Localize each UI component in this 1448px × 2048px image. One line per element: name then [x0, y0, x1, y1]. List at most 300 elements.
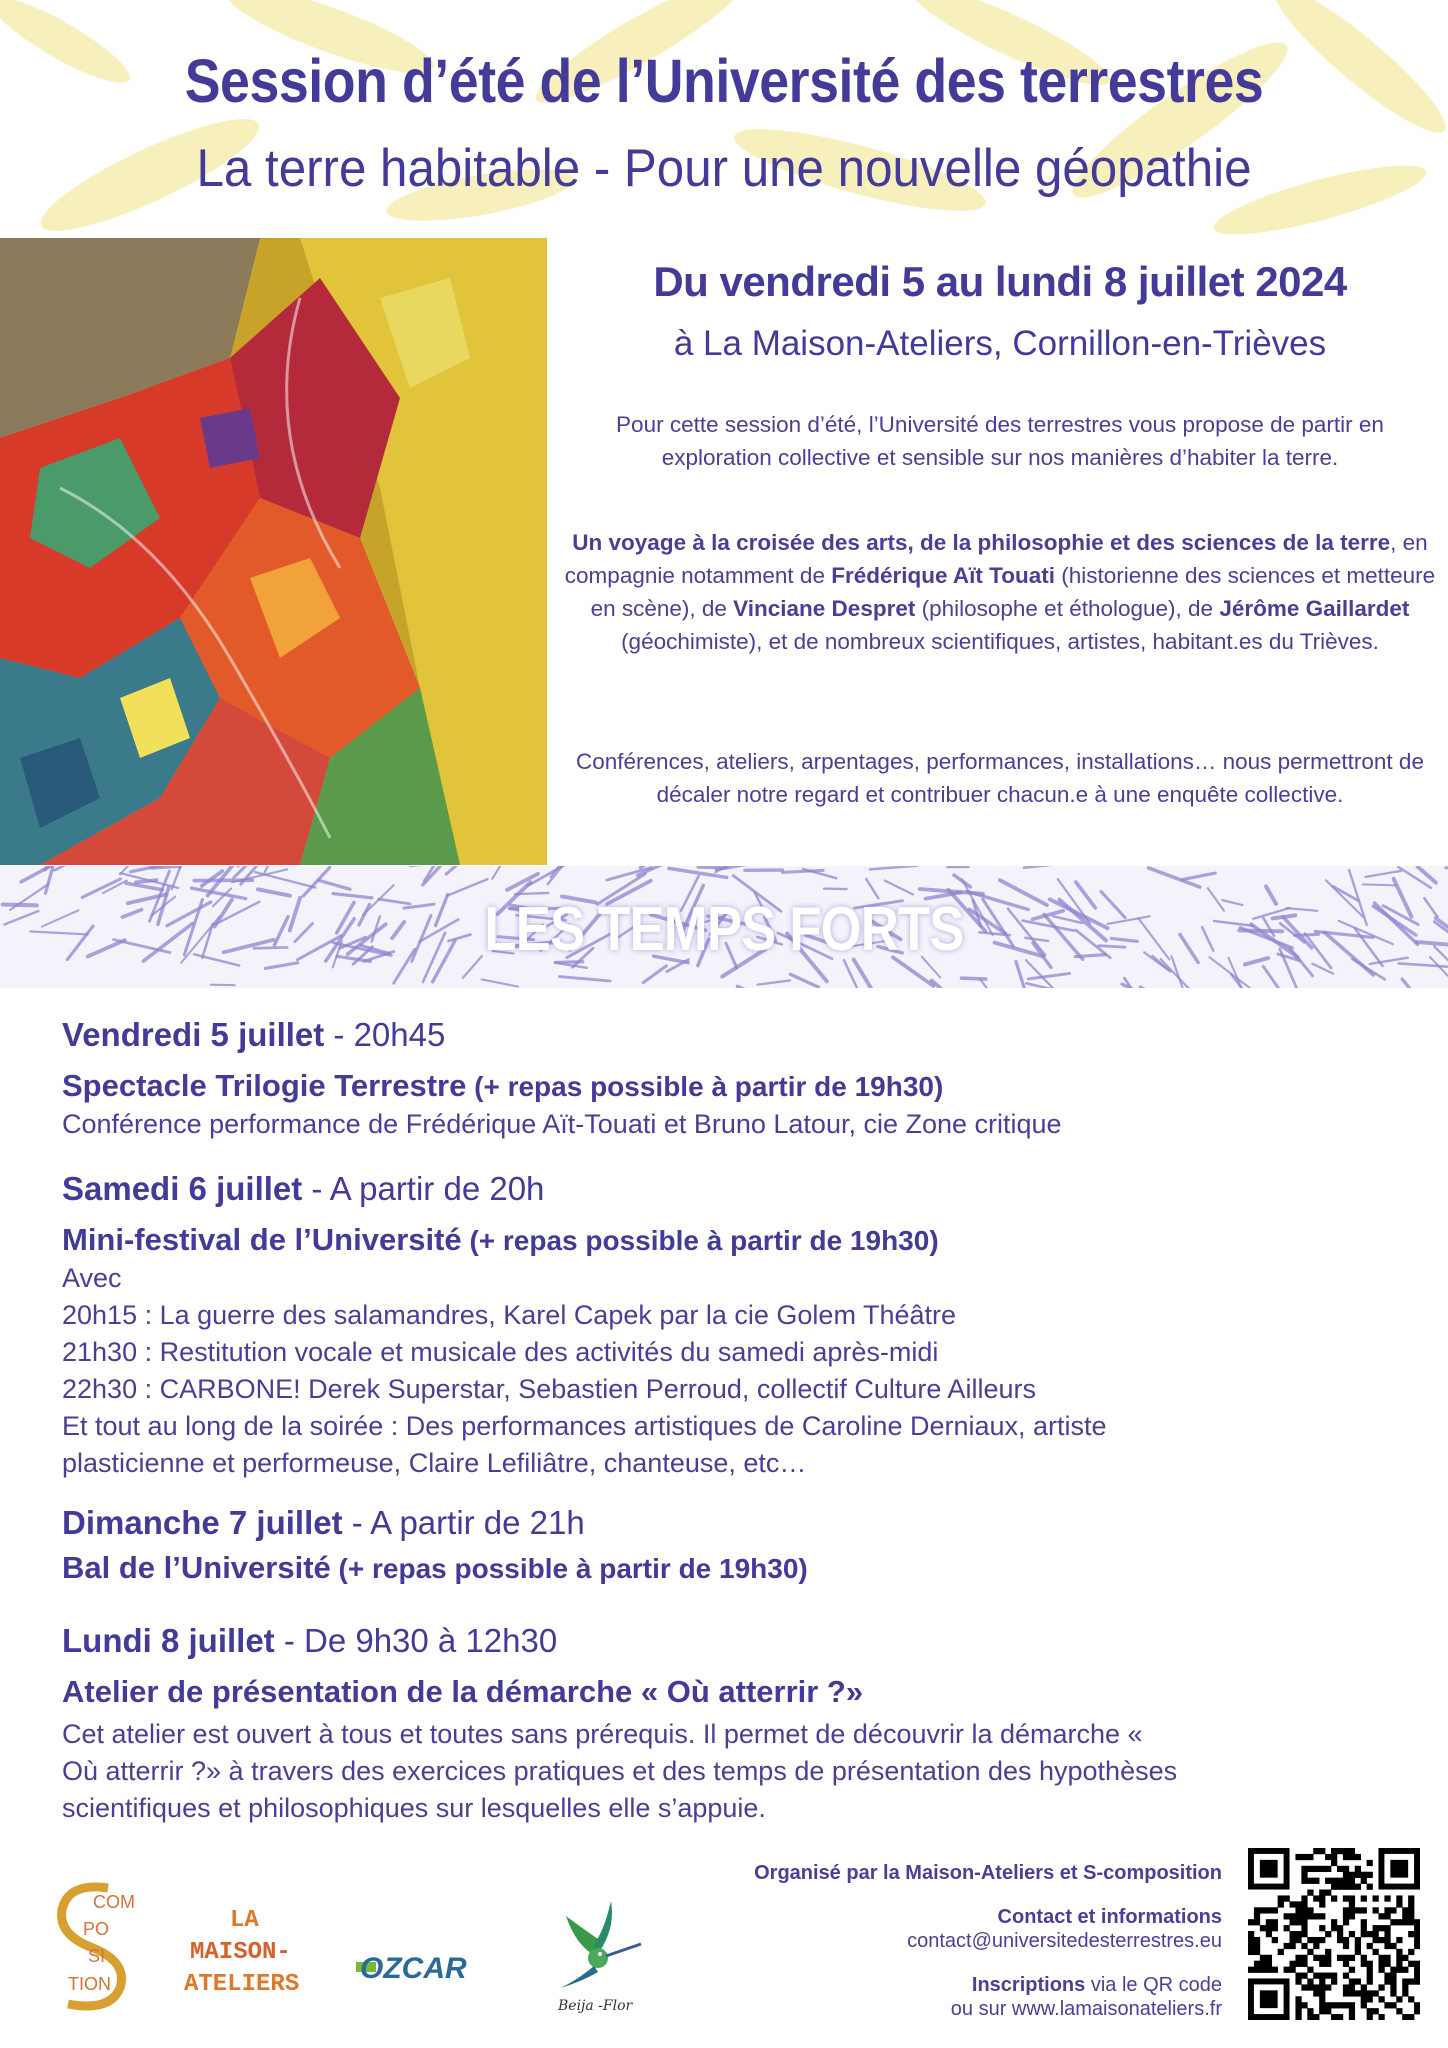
qr-module [1260, 1925, 1266, 1931]
qr-module [1295, 2002, 1301, 2008]
qr-module [1343, 1937, 1349, 1943]
qr-module [1290, 1967, 1296, 1973]
qr-module [1254, 1967, 1260, 1973]
qr-module [1361, 1996, 1367, 2002]
qr-module [1337, 1955, 1343, 1961]
qr-module [1313, 1990, 1319, 1996]
qr-module [1266, 1907, 1272, 1913]
qr-module [1343, 1984, 1349, 1990]
brush-stroke [1424, 898, 1437, 916]
qr-module [1284, 1967, 1290, 1973]
painting-image [0, 238, 547, 865]
qr-module [1367, 1884, 1373, 1890]
event-day: Dimanche 7 juillet [62, 1504, 343, 1541]
qr-module [1313, 1848, 1319, 1854]
qr-module [1325, 1955, 1331, 1961]
qr-module [1349, 1931, 1355, 1937]
qr-module [1361, 1925, 1367, 1931]
qr-module [1343, 1866, 1349, 1872]
qr-module [1307, 1866, 1313, 1872]
qr-module [1266, 1931, 1272, 1937]
qr-module [1266, 1967, 1272, 1973]
brush-stroke [961, 978, 985, 979]
event-name: Atelier de présentation de la démarche « Où atterrir ?» [62, 1674, 864, 1709]
qr-module [1301, 1973, 1307, 1979]
logo-text: COM [93, 1892, 135, 1912]
qr-module [1290, 1919, 1296, 1925]
inscriptions-text [972, 1974, 1222, 1997]
qr-module [1414, 1973, 1420, 1979]
brush-stroke [1263, 966, 1284, 988]
qr-module [1378, 1925, 1384, 1931]
qr-module [1307, 1984, 1313, 1990]
qr-module [1361, 1955, 1367, 1961]
qr-module [1313, 1984, 1319, 1990]
qr-module [1384, 1931, 1390, 1937]
brush-stroke [4, 911, 38, 924]
maison-ateliers-logo [180, 1900, 330, 2000]
qr-module [1373, 1937, 1379, 1943]
qr-module [1313, 1937, 1319, 1943]
event-meal-note: (+ repas possible à partir de 19h30) [330, 1553, 808, 1584]
organizers-text [754, 1862, 1222, 1885]
qr-module [1301, 1925, 1307, 1931]
qr-module [1343, 1955, 1349, 1961]
qr-module [1313, 1866, 1319, 1872]
brush-stroke [1363, 884, 1396, 885]
qr-module [1301, 1895, 1307, 1901]
qr-module [1349, 1990, 1355, 1996]
event-2-line: 22h30 : CARBONE! Derek Superstar, Sebastien Perroud, collectif Culture Ailleurs [62, 1374, 1036, 1404]
qr-module [1301, 2002, 1307, 2008]
page-subtitle: La terre habitable - Pour une nouvelle géopathie [196, 139, 1252, 198]
qr-module [1325, 1961, 1331, 1967]
qr-module [1290, 1937, 1296, 1943]
qr-module [1343, 1990, 1349, 1996]
qr-module [1319, 1990, 1325, 1996]
qr-module [1384, 1943, 1390, 1949]
qr-module [1414, 1931, 1420, 1937]
qr-module [1319, 1890, 1325, 1896]
brush-stroke [42, 910, 78, 926]
qr-module [1325, 1973, 1331, 1979]
qr-module [1343, 1973, 1349, 1979]
qr-module [1408, 1907, 1414, 1913]
qr-module [1343, 1848, 1349, 1854]
qr-module [1248, 1943, 1254, 1949]
qr-module [1319, 1996, 1325, 2002]
logo-text: LA [230, 1907, 259, 1934]
event-name: Mini-festival de l’Université [62, 1222, 462, 1257]
qr-module [1337, 2014, 1343, 2020]
qr-module [1355, 1937, 1361, 1943]
qr-module [1254, 1961, 1260, 1967]
event-4-line: Cet atelier est ouvert à tous et toutes sans prérequis. Il permet de découvrir la démarche « [62, 1719, 1143, 1749]
qr-module [1373, 1990, 1379, 1996]
qr-module [1343, 1872, 1349, 1878]
event-3-title [62, 1550, 808, 1586]
qr-module [1373, 1949, 1379, 1955]
qr-module [1367, 1996, 1373, 2002]
qr-module [1408, 1901, 1414, 1907]
qr-module [1301, 1943, 1307, 1949]
qr-module [1414, 1961, 1420, 1967]
event-meal-note: (+ repas possible à partir de 19h30) [466, 1071, 944, 1102]
qr-module [1295, 1931, 1301, 1937]
event-name: Spectacle Trilogie Terrestre [62, 1068, 467, 1103]
qr-module [1307, 1978, 1313, 1984]
qr-module [1414, 2008, 1420, 2014]
brush-stroke [1140, 987, 1163, 988]
qr-module [1349, 1854, 1355, 1860]
page-title: Session d’été de l’Université des terrestres [184, 47, 1264, 115]
brush-stroke [790, 974, 818, 987]
qr-module [1248, 1937, 1254, 1943]
qr-module [1355, 1943, 1361, 1949]
qr-module [1254, 1949, 1260, 1955]
brush-stroke [1394, 879, 1412, 917]
qr-module [1331, 1973, 1337, 1979]
qr-module [1301, 1913, 1307, 1919]
qr-module [1254, 1913, 1260, 1919]
qr-module [1266, 1961, 1272, 1967]
qr-module [1313, 1895, 1319, 1901]
qr-module [1414, 1967, 1420, 1973]
qr-module [1248, 1919, 1254, 1925]
qr-module [1349, 1878, 1355, 1884]
qr-module [1349, 2008, 1355, 2014]
speaker-name: Vinciane Despret [733, 596, 916, 621]
qr-module [1396, 1895, 1402, 1901]
qr-module [1384, 1907, 1390, 1913]
brush-stroke [758, 980, 791, 984]
qr-module [1290, 1931, 1296, 1937]
qr-module [1402, 1990, 1408, 1996]
qr-module [1319, 1925, 1325, 1931]
qr-module [1319, 1937, 1325, 1943]
brush-stroke [643, 966, 666, 983]
qr-module [1408, 1978, 1414, 1984]
intro-text: (historienne des sciences et metteure en scène), de [590, 563, 1436, 621]
qr-module [1331, 1860, 1337, 1866]
qr-module [1343, 1878, 1349, 1884]
qr-module [1355, 1872, 1361, 1878]
qr-module [1355, 1854, 1361, 1860]
qr-module [1390, 1984, 1396, 1990]
intro-paragraph-2 [560, 526, 1440, 658]
qr-module [1349, 1984, 1355, 1990]
qr-module [1331, 1854, 1337, 1860]
qr-module [1307, 1854, 1313, 1860]
qr-module [1414, 1925, 1420, 1931]
qr-module [1378, 1996, 1384, 2002]
qr-module [1295, 1901, 1301, 1907]
qr-module [1254, 1919, 1260, 1925]
qr-module [1402, 1955, 1408, 1961]
qr-module [1295, 2008, 1301, 2014]
event-2-line: Avec [62, 1263, 122, 1293]
brush-stroke [3, 905, 37, 906]
qr-module [1284, 1895, 1290, 1901]
qr-module [1319, 1955, 1325, 1961]
brush-stroke [870, 866, 917, 869]
brush-stroke [1366, 871, 1401, 877]
logo-text: ATELIERS [184, 1971, 300, 1998]
qr-module [1349, 1955, 1355, 1961]
qr-module [1361, 1990, 1367, 1996]
event-1-title [62, 1068, 943, 1104]
qr-module [1325, 2008, 1331, 2014]
event-4-heading [62, 1622, 557, 1660]
qr-module [1301, 1919, 1307, 1925]
qr-module [1384, 1925, 1390, 1931]
brush-stroke [126, 883, 162, 889]
qr-module [1331, 1848, 1337, 1854]
qr-module [1373, 1895, 1379, 1901]
qr-module [1349, 1895, 1355, 1901]
qr-module [1384, 1978, 1390, 1984]
qr-module [1396, 1955, 1402, 1961]
qr-module [1349, 1848, 1355, 1854]
qr-module [1319, 1848, 1325, 1854]
website-link[interactable]: ou sur www.lamaisonateliers.fr [950, 1998, 1222, 2020]
brush-stroke [151, 866, 179, 868]
qr-module [1396, 1901, 1402, 1907]
qr-module [1272, 1919, 1278, 1925]
qr-module [1343, 1895, 1349, 1901]
logo-text: SI [88, 1946, 106, 1966]
qr-module [1367, 1931, 1373, 1937]
qr-module [1361, 1878, 1367, 1884]
qr-module [1325, 1931, 1331, 1937]
qr-module [1402, 1984, 1408, 1990]
qr-module [1408, 1913, 1414, 1919]
event-day: Samedi 6 juillet [62, 1170, 303, 1207]
header [0, 0, 1448, 235]
qr-module [1331, 2014, 1337, 2020]
qr-module [1355, 1907, 1361, 1913]
hummingbird-logo [546, 1886, 646, 2016]
qr-module [1367, 1961, 1373, 1967]
qr-module [1301, 1901, 1307, 1907]
qr-module [1355, 1978, 1361, 1984]
qr-module [1337, 1937, 1343, 1943]
qr-module [1367, 2008, 1373, 2014]
qr-module [1384, 1895, 1390, 1901]
qr-module [1343, 1943, 1349, 1949]
qr-module [1313, 1913, 1319, 1919]
intro-paragraph-3: Conférences, ateliers, arpentages, performances, installations… nous permettront de décaler notre regard et contribuer chacun.e à une enquête collective. [576, 749, 1424, 807]
brush-stroke [319, 880, 350, 889]
qr-module [1402, 2014, 1408, 2020]
qr-module [1307, 1937, 1313, 1943]
qr-module [1378, 1967, 1384, 1973]
event-time: - 20h45 [324, 1016, 446, 1053]
qr-module [1337, 1848, 1343, 1854]
qr-module [1331, 1884, 1337, 1890]
qr-module [1319, 1973, 1325, 1979]
qr-finder [1260, 1990, 1278, 2008]
qr-module [1343, 1961, 1349, 1967]
qr-module [1361, 1931, 1367, 1937]
qr-module [1408, 1996, 1414, 2002]
event-2-title [62, 1222, 939, 1258]
qr-module [1313, 2014, 1319, 2020]
qr-module [1349, 1913, 1355, 1919]
qr-module [1301, 1866, 1307, 1872]
banner-title: LES TEMPS FORTS [484, 895, 964, 964]
qr-module [1272, 1925, 1278, 1931]
event-4-line: scientifiques et philosophiques sur lesquelles elle s’appuie. [62, 1793, 766, 1823]
qr-module [1384, 2002, 1390, 2008]
qr-module [1355, 1866, 1361, 1872]
qr-module [1272, 1967, 1278, 1973]
qr-module [1307, 1878, 1313, 1884]
qr-module [1272, 1907, 1278, 1913]
intro-paragraph-1: Pour cette session d’été, l’Université des terrestres vous propose de partir en exploration collective et sensible sur nos manières d’habiter la terre. [616, 412, 1384, 470]
qr-module [1331, 1895, 1337, 1901]
qr-module [1373, 2008, 1379, 2014]
qr-module [1254, 1907, 1260, 1913]
brush-stroke [1398, 867, 1431, 888]
qr-module [1325, 2002, 1331, 2008]
qr-module [1378, 1937, 1384, 1943]
qr-module [1367, 1973, 1373, 1979]
qr-module [1367, 2014, 1373, 2020]
qr-module [1319, 1978, 1325, 1984]
event-1-heading [62, 1016, 445, 1054]
qr-module [1378, 1961, 1384, 1967]
brush-stroke [446, 866, 463, 874]
qr-module [1337, 1931, 1343, 1937]
qr-module [1307, 1890, 1313, 1896]
qr-module [1408, 1919, 1414, 1925]
event-day: Lundi 8 juillet [62, 1622, 275, 1659]
qr-module [1325, 1854, 1331, 1860]
qr-module [1319, 2008, 1325, 2014]
qr-module [1301, 1878, 1307, 1884]
event-time: - A partir de 20h [302, 1170, 545, 1207]
event-meal-note: (+ repas possible à partir de 19h30) [461, 1225, 939, 1256]
qr-module [1284, 1913, 1290, 1919]
qr-module [1325, 1890, 1331, 1896]
logo-text: Beija -Flor [558, 1998, 633, 2014]
qr-module [1295, 1937, 1301, 1943]
ozcar-logo [356, 1950, 508, 1984]
qr-module [1295, 1973, 1301, 1979]
contact-label-text: Contact et informations [997, 1906, 1222, 1928]
qr-module [1313, 1973, 1319, 1979]
qr-module [1384, 1973, 1390, 1979]
qr-module [1331, 1919, 1337, 1925]
qr-module [1390, 1967, 1396, 1973]
qr-module [1349, 2002, 1355, 2008]
qr-module [1390, 2002, 1396, 2008]
qr-module [1384, 1961, 1390, 1967]
highlights-banner [0, 866, 1448, 988]
brush-stroke [738, 987, 757, 988]
inscriptions-bold: Inscriptions [971, 1974, 1086, 1996]
qr-module [1349, 1884, 1355, 1890]
brush-stroke [180, 866, 197, 868]
logo-text: OZCAR [360, 1952, 467, 1984]
qr-module [1414, 1943, 1420, 1949]
qr-module [1355, 1884, 1361, 1890]
qr-module [1390, 1978, 1396, 1984]
event-dates: Du vendredi 5 au lundi 8 juillet 2024 [653, 258, 1347, 305]
brush-stroke [559, 977, 610, 981]
qr-module [1384, 1955, 1390, 1961]
qr-module [1325, 1866, 1331, 1872]
qr-module [1319, 1895, 1325, 1901]
qr-module [1367, 1872, 1373, 1878]
qr-module [1402, 1913, 1408, 1919]
qr-module [1307, 2014, 1313, 2020]
brush-stroke [54, 866, 111, 870]
qr-module [1319, 2002, 1325, 2008]
qr-module [1349, 1978, 1355, 1984]
qr-module [1284, 1925, 1290, 1931]
qr-module [1325, 1984, 1331, 1990]
qr-module [1301, 1931, 1307, 1937]
event-2-line: plasticienne et performeuse, Claire Lefiliâtre, chanteuse, etc… [62, 1448, 807, 1478]
qr-module [1295, 1996, 1301, 2002]
qr-module [1349, 1901, 1355, 1907]
brush-stroke [782, 870, 823, 872]
qr-module [1331, 1978, 1337, 1984]
contact-email[interactable]: contact@universitedesterrestres.eu [907, 1930, 1222, 1952]
qr-module [1343, 1854, 1349, 1860]
event-4-title [62, 1674, 863, 1710]
qr-module [1349, 1967, 1355, 1973]
qr-module [1402, 1978, 1408, 1984]
qr-module [1390, 1973, 1396, 1979]
qr-module [1337, 1925, 1343, 1931]
event-name: Bal de l’Université [62, 1550, 331, 1585]
qr-module [1343, 1919, 1349, 1925]
qr-module [1307, 1949, 1313, 1955]
qr-module [1313, 1878, 1319, 1884]
qr-module [1367, 1860, 1373, 1866]
event-1-line: Conférence performance de Frédérique Aït-Touati et Bruno Latour, cie Zone critique [62, 1109, 1062, 1139]
qr-module [1373, 1907, 1379, 1913]
qr-module [1390, 1919, 1396, 1925]
qr-module [1319, 1961, 1325, 1967]
qr-module [1319, 1913, 1325, 1919]
qr-module [1402, 1907, 1408, 1913]
qr-module [1414, 1919, 1420, 1925]
qr-module [1278, 1895, 1284, 1901]
s-composition-logo [48, 1880, 138, 2015]
brush-stroke [481, 979, 518, 986]
qr-module [1301, 1907, 1307, 1913]
qr-module [1266, 1925, 1272, 1931]
qr-module [1307, 1913, 1313, 1919]
event-2-heading [62, 1170, 544, 1208]
qr-module [1396, 1967, 1402, 1973]
qr-module [1295, 1907, 1301, 1913]
event-2-line: 20h15 : La guerre des salamandres, Karel Capek par la cie Golem Théâtre [62, 1300, 957, 1330]
qr-module [1361, 1961, 1367, 1967]
qr-module [1325, 1949, 1331, 1955]
qr-module [1367, 1978, 1373, 1984]
qr-module [1378, 2014, 1384, 2020]
qr-code[interactable] [1248, 1848, 1420, 2020]
intro-text: (philosophe et éthologue), de [915, 596, 1220, 621]
qr-module [1396, 1949, 1402, 1955]
qr-module [1248, 1967, 1254, 1973]
qr-module [1254, 1937, 1260, 1943]
